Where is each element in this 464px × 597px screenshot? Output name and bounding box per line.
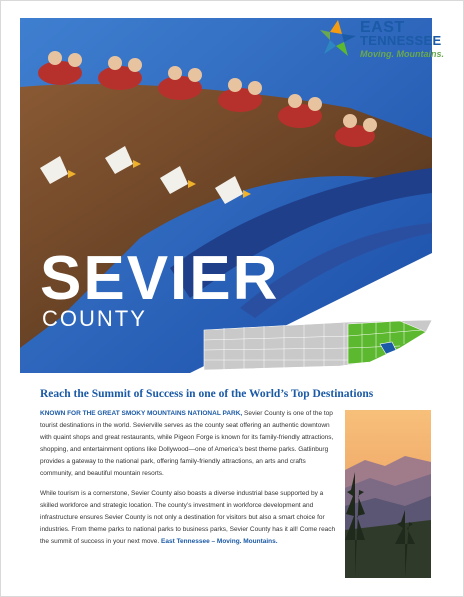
logo-tagline: Moving. Mountains. [360, 49, 444, 59]
smoky-mountains-photo [345, 410, 431, 578]
closing-tagline: East Tennessee – Moving. Mountains. [161, 538, 278, 545]
tennessee-county-map [200, 318, 436, 374]
county-subtitle: COUNTY [42, 306, 147, 331]
logo-name-line1: EAST [360, 19, 405, 36]
body-text [40, 408, 338, 556]
mountain-landscape-image [345, 410, 431, 578]
paragraph-2-text: While tourism is a cornerstone, Sevier County also boasts a diverse industrial base supported by a skilled workforce and strategic location. The county’s investment in workforce development and infrastructure ensures Sevier County is not only a destination for visitors but also a smart choice for industries. From theme parks to national parks to business parks, Sevier County has it all! Come reach the summit of success in your next move. [40, 490, 336, 545]
logo-name-line2: TENNESSEE [360, 33, 442, 48]
county-title: SEVIER [40, 244, 280, 313]
star-logo-icon [318, 18, 358, 58]
paragraph-1 [40, 408, 338, 480]
paragraph-1-text: Sevier County is one of the top tourist destinations in the world. Sevierville serves as the county seat offering an authentic downtown with quaint shops and great restaurants, while Pigeon Forge is known for its family-friendly attractions, shopping, and entertainment options like Dollywood—one of America’s best theme parks. Gatlinburg provides a gateway to the national park, offering family-friendly attractions, an arts and crafts community, and beautiful mountain resorts. [40, 410, 334, 477]
paragraph-2 [40, 488, 338, 548]
lead-text: KNOWN FOR THE GREAT SMOKY MOUNTAINS NATIONAL PARK, [40, 410, 243, 417]
headline: Reach the Summit of Success in one of the World’s Top Destinations [40, 388, 374, 400]
east-tennessee-logo [318, 18, 458, 60]
